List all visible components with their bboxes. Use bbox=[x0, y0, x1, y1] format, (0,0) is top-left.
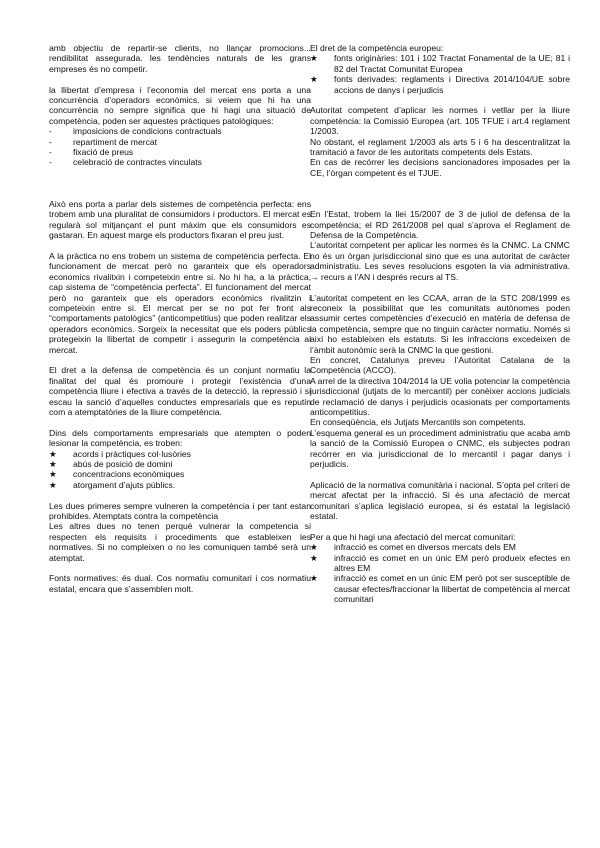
star-icon: ★ bbox=[49, 469, 57, 480]
list-item: ★ atorgament d’ajuts públics. bbox=[49, 479, 176, 490]
dash-marker: - bbox=[49, 126, 52, 137]
behaviours-list bbox=[49, 449, 311, 491]
paragraph-dues-primeres: Les dues primeres sempre vulneren la competència i per tant estan prohibides. Atemptats contra la competència bbox=[49, 500, 311, 521]
paragraph-altres-dues: Les altres dues no tenen perquè vulnerar la competencia si respecten els requisits i procediments que estableixen les normatives. Si no compleixen o no les comuniquen també serà un atemptat. bbox=[49, 521, 311, 563]
eu-heading: El dret de la competència europeu: bbox=[310, 43, 444, 53]
list-item: ★ fonts derivades: reglaments i Directiva 2014/104/UE sobre accions de danys i perjudicis bbox=[310, 74, 570, 95]
star-icon: ★ bbox=[310, 552, 318, 563]
star-icon: ★ bbox=[310, 573, 318, 584]
paragraph-state-law: En l’Estat, trobem la llei 15/2007 de 3 de juliol de defensa de la competència; el RD 261/2008 pel qual s’aprova el Reglament de Defensa de la Competència. bbox=[310, 209, 570, 241]
paragraph-llibertat-empresa: la llibertat d’empresa i l’economia del mercat ens porta a una concurrència d’operadors econòmics. si veiem que hi ha una concurrència no sempre significa que hi hagi una situació de competència, poden ser aquestes pràctiques patològiques: bbox=[49, 84, 311, 126]
star-icon: ★ bbox=[310, 74, 318, 85]
star-icon: ★ bbox=[310, 53, 318, 64]
paragraph-application: Aplicació de la normativa comunitària i nacional. S’opta pel criteri de mercat afectat per la infracció. Si és una afectació de mercat comunitari s’aplica legislació europea, si és estatal la legislació estatal. bbox=[310, 479, 570, 522]
paragraph-directive: A arrel de la directiva 104/2014 la UE volia potenciar la competència jurisdiccional (jutjats de lo mercantil) per conèixer accions judicials de reclamació de danys i perjudicis ocasionats per comportaments anticompetitius. bbox=[310, 375, 570, 417]
star-icon: ★ bbox=[49, 458, 57, 469]
left-column bbox=[49, 43, 311, 594]
paragraph-practica: A la pràctica no ens trobem un sistema de competència perfecta. El funcionament de mercat però no garanteix que els operadors economics rivalitxin i competeixin entre si. No hi ha, a la pràctica, cap sistema de “competència perfecta”. El funcionament del mercat però no garanteix que els operadors econòmics rivalitzin i competeixin entre si. El mercat per se no pot fer front als “comportaments patològics” (anticompetitius) que poden realitzar els operadors econòmics. Sorgeix la necessitat que els poders públics protegeixin la llibertat de competir i assegurin la competència al mercat. bbox=[49, 250, 311, 355]
paragraph-scheme: L’esquema general es un procediment administratiu que acaba amb la sanció de la Comissió Europea o CNMC, els subjectes podran recórrer en via jurisdiccional de lo mercantil i pagar danys i perjudicis. bbox=[310, 427, 570, 469]
list-item: - fixació de preus bbox=[49, 147, 134, 158]
paragraph-courts: En conseqüència, els Jutjats Mercantils son competents. bbox=[310, 417, 526, 428]
practices-list bbox=[49, 126, 311, 168]
list-item: - celebració de contractes vinculats bbox=[49, 157, 202, 168]
paragraph-eu-decentral: No obstant, el reglament 1/2003 als arts 5 i 6 ha descentralitzat la tramitació a favor de les autoritats competents dels Estats. bbox=[310, 136, 570, 158]
dash-marker: - bbox=[49, 147, 52, 158]
list-item: ★ concentracions econòmiques bbox=[49, 469, 185, 480]
paragraph-eu-appeal: En cas de recórrer les decisions sancionadores imposades per la CE, l’òrgan competent és el TJUE. bbox=[310, 157, 570, 178]
paragraph-cnmc: L’autoritat competent per aplicar les normes és la CNMC. La CNMC no és un òrgan jurisdiccional sino que es una autoritat de caràcter administratiu. Les seves resolucions esgoten la via administrativa. → recurs a l’AN i després recurs al TS. bbox=[310, 240, 570, 282]
list-item: ★ acords i pràctiques col·lusòries bbox=[49, 448, 191, 459]
list-item: ★ abús de posició de domini bbox=[49, 458, 173, 469]
right-column bbox=[310, 43, 570, 605]
paragraph-ccaa: L’autoritat competent en les CCAA, arran de la STC 208/1999 es reconeix la possibilitat que les comunitats autònomes poden assumir certes competències d’execució en matèria de defensa de la competència, sempre que no tinguin caràcter normatiu. Només si així ho estableixen els estatuts. Si les infraccions excedeixen de l’àmbit autonòmic serà la CNMC la que gestioni. bbox=[310, 292, 570, 355]
star-icon: ★ bbox=[49, 479, 57, 490]
list-item: - repartiment de mercat bbox=[49, 136, 158, 147]
dash-marker: - bbox=[49, 157, 52, 168]
list-item: ★ infracció es comet en diversos mercats dels EM bbox=[310, 542, 516, 553]
paragraph-competencia-perfecta: Això ens porta a parlar dels sistemes de competència perfecta: ens trobem amb una pluralitat de consumidors i productors. El mercat es regularà sol mitjançant el punt màxim que els consumidors es gastaran. En aquest marge els productors fixaran el preu just. bbox=[49, 198, 311, 241]
affect-heading: Per a que hi hagi una afectació del mercat comunitari: bbox=[310, 531, 516, 542]
paragraph-fonts-normatives: Fonts normatives: és dual. Cos normatiu comunitari i cos normatiu estatal, encara que s’assemblen molt. bbox=[49, 573, 311, 594]
paragraph-eu-authority: Autoritat competent d’aplicar les normes i vetllar per la lliure competència: la Comissió Europea (art. 105 TFUE i art.4 reglament 1/2003. bbox=[310, 105, 570, 137]
paragraph-comportaments: Dins dels comportaments empresarials que atempten o poden lesionar la competència, es troben: bbox=[49, 427, 311, 449]
dash-marker: - bbox=[49, 136, 52, 147]
list-item: - imposicions de condicions contractuals bbox=[49, 126, 222, 137]
list-item: ★ infracció es comet en un únic EM però produeix efectes en altres EM bbox=[310, 552, 570, 574]
star-icon: ★ bbox=[310, 542, 318, 553]
list-item: ★ infracció es comet en un únic EM però pot ser susceptible de causar efectes/fraccionar la llibertat de competència al mercat comunitari bbox=[310, 573, 570, 605]
paragraph-catalunya: En concret, Catalunya preveu l’Autoritat Catalana de la Competència (ACCO). bbox=[310, 354, 570, 376]
star-icon: ★ bbox=[49, 448, 57, 459]
paragraph-dret-defensa: El dret a la defensa de competència és un conjunt normatiu la finalitat del qual és promoure i protegir l’existència d’una competència lliure i efectiva a través de la detecció, la repressió i si escau la sanció d’aquelles conductes empresarials que es reputin com a atemptatòries de la lliure competència. bbox=[49, 365, 311, 417]
list-item: ★ fonts originàries: 101 i 102 Tractat Fonamental de la UE; 81 i 82 del Tractat Comunitat Europea bbox=[310, 53, 570, 74]
paragraph-clients: amb objectiu de repartir-se clients, no llançar promocions... rendibilitat assegurada. les tendències naturals de les grans empreses és no competir. bbox=[49, 43, 311, 74]
